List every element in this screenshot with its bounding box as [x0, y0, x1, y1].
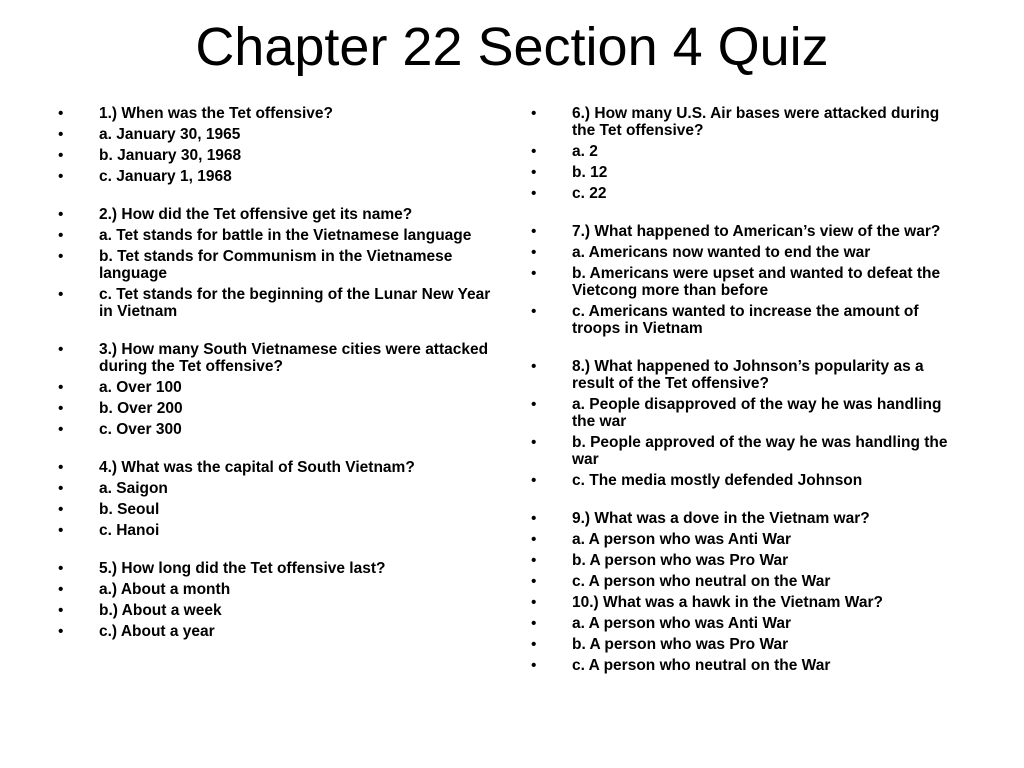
quiz-line: [58, 379, 498, 396]
quiz-line-text: c. Tet stands for the beginning of the Lunar New Year in Vietnam: [99, 286, 491, 320]
bullet-icon: •: [531, 657, 537, 674]
quiz-line-text: 3.) How many South Vietnamese cities were attacked during the Tet offensive?: [99, 341, 489, 375]
quiz-line-text: c. A person who neutral on the War: [572, 573, 831, 590]
bullet-icon: •: [58, 560, 64, 577]
quiz-line: [58, 286, 498, 320]
quiz-line: [531, 105, 966, 139]
quiz-line-text: 8.) What happened to Johnson’s popularity as a result of the Tet offensive?: [572, 358, 924, 392]
quiz-line: [58, 623, 498, 640]
quiz-line: [58, 147, 498, 164]
quiz-line-text: c. The media mostly defended Johnson: [572, 472, 863, 489]
quiz-line: [531, 164, 966, 181]
bullet-icon: •: [58, 227, 64, 244]
quiz-line-text: 4.) What was the capital of South Vietnam?: [99, 459, 415, 476]
quiz-line-text: c. Over 300: [99, 421, 182, 438]
quiz-line-text: b. Seoul: [99, 501, 160, 518]
quiz-line: [58, 522, 498, 539]
quiz-line-text: a.) About a month: [99, 581, 231, 598]
bullet-icon: •: [58, 206, 64, 223]
bullet-icon: •: [531, 510, 537, 527]
quiz-line-text: a. Tet stands for battle in the Vietnamese language: [99, 227, 472, 244]
bullet-icon: •: [58, 421, 64, 438]
bullet-icon: •: [531, 531, 537, 548]
bullet-icon: •: [58, 248, 64, 265]
quiz-line: [531, 143, 966, 160]
quiz-line-text: c. Americans wanted to increase the amount of troops in Vietnam: [572, 303, 919, 337]
quiz-line: [58, 206, 498, 223]
quiz-line-text: 1.) When was the Tet offensive?: [99, 105, 333, 122]
bullet-icon: •: [58, 459, 64, 476]
bullet-icon: •: [58, 480, 64, 497]
quiz-line: [531, 434, 966, 468]
quiz-line: [58, 421, 498, 438]
right-question-list: [531, 105, 966, 674]
quiz-line: [531, 636, 966, 653]
quiz-line: [531, 265, 966, 299]
bullet-icon: •: [531, 594, 537, 611]
quiz-line: [531, 531, 966, 548]
left-question-list: [58, 105, 498, 640]
quiz-line: [58, 105, 498, 122]
quiz-line: [58, 400, 498, 417]
bullet-icon: •: [531, 105, 537, 122]
bullet-icon: •: [531, 434, 537, 451]
quiz-line: [531, 223, 966, 240]
quiz-line-text: 9.) What was a dove in the Vietnam war?: [572, 510, 870, 527]
bullet-icon: •: [58, 126, 64, 143]
quiz-line-text: a. Saigon: [99, 480, 168, 497]
quiz-line: [58, 227, 498, 244]
bullet-icon: •: [58, 501, 64, 518]
bullet-icon: •: [531, 223, 537, 240]
bullet-icon: •: [531, 573, 537, 590]
quiz-line: [58, 480, 498, 497]
quiz-line: [58, 602, 498, 619]
bullet-icon: •: [531, 143, 537, 160]
quiz-line: [531, 552, 966, 569]
quiz-line-text: a. Americans now wanted to end the war: [572, 244, 871, 261]
quiz-line: [58, 168, 498, 185]
quiz-line-text: a. A person who was Anti War: [572, 615, 792, 632]
quiz-line: [531, 594, 966, 611]
quiz-line: [531, 657, 966, 674]
quiz-line: [58, 501, 498, 518]
quiz-line-text: a. A person who was Anti War: [572, 531, 792, 548]
quiz-line: [58, 126, 498, 143]
bullet-icon: •: [531, 552, 537, 569]
bullet-icon: •: [58, 581, 64, 598]
bullet-icon: •: [58, 522, 64, 539]
quiz-line: [58, 581, 498, 598]
slide-title: Chapter 22 Section 4 Quiz: [195, 17, 829, 77]
quiz-line-text: 6.) How many U.S. Air bases were attacked during the Tet offensive?: [572, 105, 940, 139]
bullet-icon: •: [531, 303, 537, 320]
bullet-icon: •: [531, 358, 537, 375]
quiz-line-text: c. Hanoi: [99, 522, 160, 539]
quiz-line: [531, 185, 966, 202]
quiz-line-text: b. Over 200: [99, 400, 183, 417]
quiz-line-text: a. 2: [572, 143, 598, 160]
quiz-line-text: a. Over 100: [99, 379, 182, 396]
quiz-line: [58, 341, 498, 375]
quiz-line-text: c.) About a year: [99, 623, 215, 640]
quiz-line-text: b. A person who was Pro War: [572, 636, 789, 653]
bullet-icon: •: [58, 400, 64, 417]
quiz-line-text: a. January 30, 1965: [99, 126, 241, 143]
quiz-line: [531, 510, 966, 527]
quiz-line-text: 10.) What was a hawk in the Vietnam War?: [572, 594, 883, 611]
bullet-icon: •: [531, 396, 537, 413]
quiz-line: [531, 303, 966, 337]
bullet-icon: •: [58, 623, 64, 640]
bullet-icon: •: [58, 168, 64, 185]
quiz-line-text: b. January 30, 1968: [99, 147, 242, 164]
bullet-icon: •: [531, 244, 537, 261]
quiz-line-text: c. A person who neutral on the War: [572, 657, 831, 674]
bullet-icon: •: [531, 265, 537, 282]
quiz-line-text: b. 12: [572, 164, 608, 181]
quiz-line: [58, 459, 498, 476]
bullet-icon: •: [58, 341, 64, 358]
quiz-line: [531, 358, 966, 392]
quiz-line-text: b. Americans were upset and wanted to defeat the Vietcong more than before: [572, 265, 941, 299]
quiz-line: [531, 472, 966, 489]
quiz-line-text: b. A person who was Pro War: [572, 552, 789, 569]
quiz-line-text: 2.) How did the Tet offensive get its name?: [99, 206, 413, 223]
quiz-line: [531, 573, 966, 590]
quiz-line: [531, 244, 966, 261]
bullet-icon: •: [58, 379, 64, 396]
quiz-line-text: 7.) What happened to American’s view of the war?: [572, 223, 941, 240]
bullet-icon: •: [531, 185, 537, 202]
quiz-line-text: b. Tet stands for Communism in the Vietnamese language: [99, 248, 453, 282]
bullet-icon: •: [531, 636, 537, 653]
bullet-icon: •: [531, 615, 537, 632]
quiz-line-text: b. People approved of the way he was handling the war: [572, 434, 948, 468]
quiz-line: [58, 560, 498, 577]
bullet-icon: •: [58, 147, 64, 164]
bullet-icon: •: [58, 286, 64, 303]
quiz-line: [531, 396, 966, 430]
quiz-line-text: c. January 1, 1968: [99, 168, 232, 185]
quiz-line: [531, 615, 966, 632]
quiz-line: [58, 248, 498, 282]
quiz-line-text: c. 22: [572, 185, 607, 202]
bullet-icon: •: [531, 164, 537, 181]
bullet-icon: •: [58, 105, 64, 122]
quiz-line-text: b.) About a week: [99, 602, 222, 619]
quiz-line-text: a. People disapproved of the way he was handling the war: [572, 396, 942, 430]
bullet-icon: •: [58, 602, 64, 619]
quiz-line-text: 5.) How long did the Tet offensive last?: [99, 560, 386, 577]
bullet-icon: •: [531, 472, 537, 489]
